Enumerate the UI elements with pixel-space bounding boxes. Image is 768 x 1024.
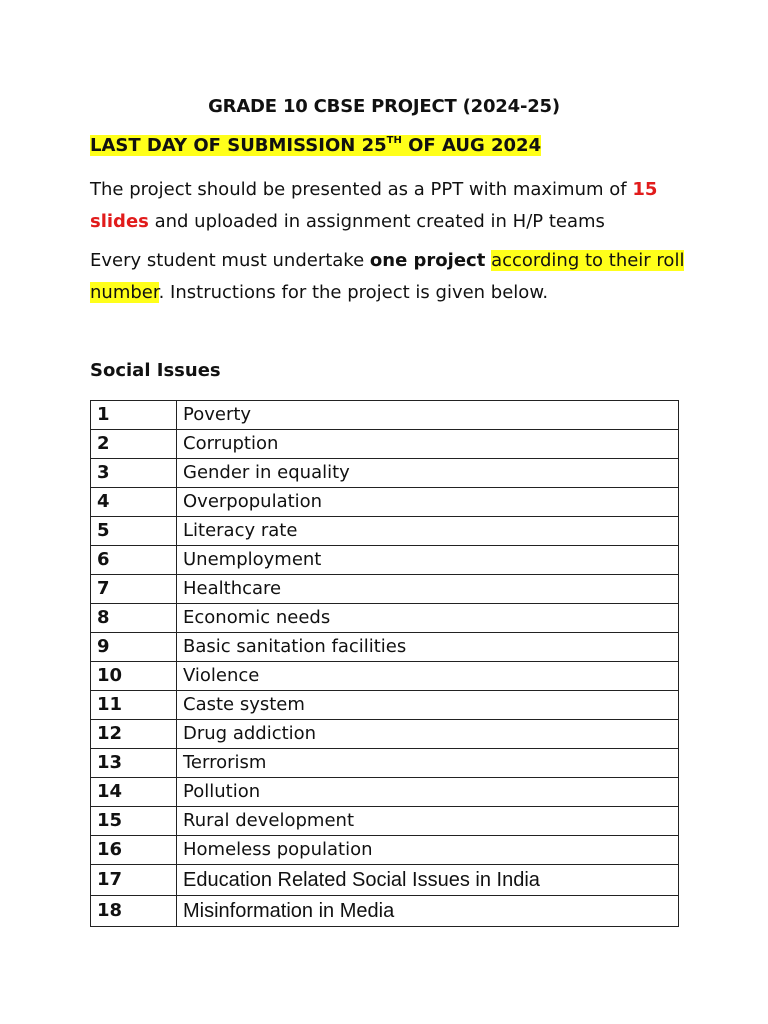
table-row <box>91 488 679 517</box>
table-row <box>91 546 679 575</box>
topic-cell: Poverty <box>177 401 679 430</box>
roll-number-highlight: according to their roll number <box>90 250 685 303</box>
roll-number-cell: 10 <box>91 662 177 691</box>
roll-number-cell: 11 <box>91 691 177 720</box>
presentation-instructions <box>90 174 690 238</box>
roll-number-cell: 6 <box>91 546 177 575</box>
topic-cell: Violence <box>177 662 679 691</box>
topic-cell: Unemployment <box>177 546 679 575</box>
project-assignment-instructions <box>90 245 690 309</box>
deadline-highlight <box>90 135 541 156</box>
table-row <box>91 575 679 604</box>
deadline-suffix: OF AUG 2024 <box>401 135 542 156</box>
instructions-text-2: and uploaded in assignment created in H/P teams <box>148 211 605 232</box>
topic-cell: Caste system <box>177 691 679 720</box>
deadline-prefix: LAST DAY OF SUBMISSION 25 <box>90 135 387 156</box>
issues-table-body <box>91 401 679 927</box>
topic-cell: Pollution <box>177 778 679 807</box>
roll-number-cell: 16 <box>91 836 177 865</box>
topic-cell: Healthcare <box>177 575 679 604</box>
topic-cell: Terrorism <box>177 749 679 778</box>
topic-cell: Misinformation in Media <box>177 896 679 927</box>
topic-cell: Gender in equality <box>177 459 679 488</box>
roll-number-cell: 2 <box>91 430 177 459</box>
slide-limit: 15 slides <box>90 179 658 232</box>
table-row <box>91 836 679 865</box>
table-row <box>91 778 679 807</box>
roll-number-cell: 3 <box>91 459 177 488</box>
roll-number-cell: 7 <box>91 575 177 604</box>
deadline-superscript: TH <box>386 135 402 146</box>
roll-number-cell: 9 <box>91 633 177 662</box>
topic-cell: Economic needs <box>177 604 679 633</box>
table-row <box>91 691 679 720</box>
roll-number-cell: 13 <box>91 749 177 778</box>
table-row <box>91 517 679 546</box>
table-row <box>91 865 679 896</box>
assignment-text-2: . Instructions for the project is given below. <box>158 282 549 303</box>
one-project-emphasis: one project <box>369 250 486 271</box>
roll-number-cell: 14 <box>91 778 177 807</box>
roll-number-cell: 15 <box>91 807 177 836</box>
roll-number-cell: 1 <box>91 401 177 430</box>
table-row <box>91 662 679 691</box>
topic-cell: Basic sanitation facilities <box>177 633 679 662</box>
section-heading: Social Issues <box>90 360 221 381</box>
table-row <box>91 604 679 633</box>
topic-cell: Literacy rate <box>177 517 679 546</box>
assignment-text-1: Every student must undertake <box>90 250 370 271</box>
topic-cell: Overpopulation <box>177 488 679 517</box>
topic-cell: Homeless population <box>177 836 679 865</box>
table-row <box>91 896 679 927</box>
document-title: GRADE 10 CBSE PROJECT (2024-25) <box>208 96 560 117</box>
roll-number-cell: 8 <box>91 604 177 633</box>
roll-number-cell: 4 <box>91 488 177 517</box>
table-row <box>91 459 679 488</box>
table-row <box>91 749 679 778</box>
roll-number-cell: 12 <box>91 720 177 749</box>
table-row <box>91 720 679 749</box>
topic-cell: Corruption <box>177 430 679 459</box>
table-row <box>91 633 679 662</box>
topic-cell: Drug addiction <box>177 720 679 749</box>
table-row <box>91 401 679 430</box>
roll-number-cell: 5 <box>91 517 177 546</box>
submission-deadline <box>90 135 541 156</box>
topic-cell: Education Related Social Issues in India <box>177 865 679 896</box>
table-row <box>91 430 679 459</box>
instructions-text-1: The project should be presented as a PPT with maximum of <box>90 179 633 200</box>
social-issues-table <box>90 400 679 927</box>
roll-number-cell: 17 <box>91 865 177 896</box>
table-row <box>91 807 679 836</box>
topic-cell: Rural development <box>177 807 679 836</box>
roll-number-cell: 18 <box>91 896 177 927</box>
